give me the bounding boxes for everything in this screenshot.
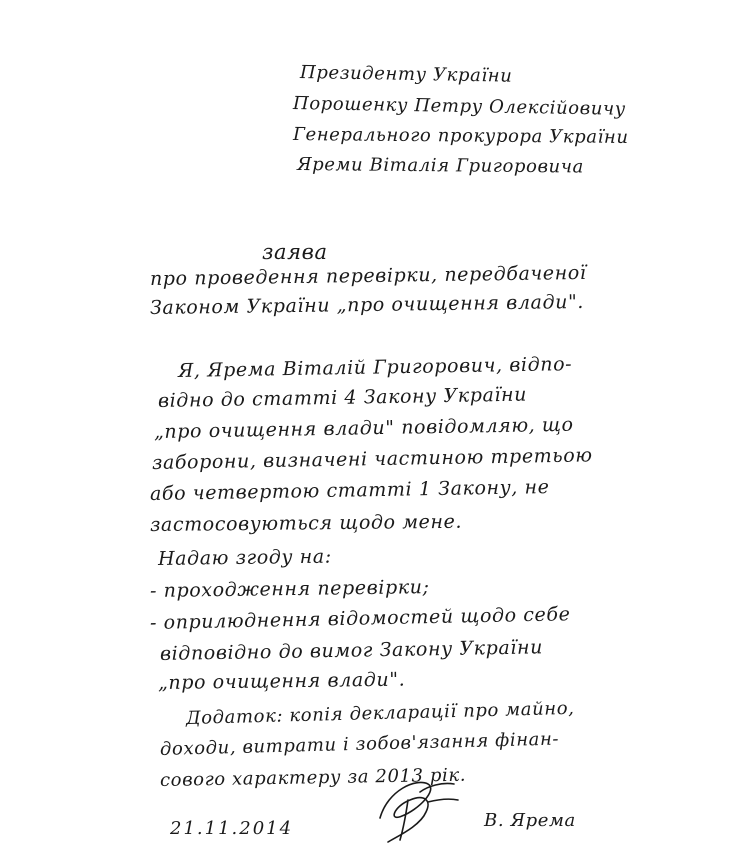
body-line: відповідно до вимог Закону України — [159, 636, 544, 665]
statement-subtitle-line: Законом України „про очищення влади". — [149, 290, 585, 319]
body-line: - оприлюднення відомостей щодо себе — [149, 603, 571, 634]
body-line: Надаю згоду на: — [157, 545, 332, 570]
body-line: або четвертою статті 1 Закону, не — [149, 476, 550, 505]
body-line: відно до статті 4 Закону України — [157, 383, 528, 412]
body-line: Додаток: копія декларації про майно, — [185, 697, 575, 729]
body-line: застосовуються щодо мене. — [149, 510, 463, 536]
addressee-line: Яреми Віталія Григоровича — [296, 154, 585, 178]
statement-subtitle-line: про проведення перевірки, передбаченої — [149, 261, 587, 290]
statement-heading: заява — [262, 240, 328, 264]
body-line: „про очищення влади" повідомляю, що — [153, 413, 574, 443]
addressee-line: Президенту України — [299, 62, 513, 87]
body-line: сового характеру за 2013 рік. — [159, 764, 467, 791]
body-line: заборони, визначені частиною третьою — [151, 444, 593, 474]
body-line: Я, Ярема Віталій Григорович, відпо- — [177, 353, 573, 382]
document-date: 21.11.2014 — [170, 818, 294, 839]
body-line: „про очищення влади". — [157, 668, 406, 694]
handwritten-signature — [358, 770, 468, 848]
body-line: доходи, витрати і зобов'язання фінан- — [159, 728, 560, 760]
addressee-line: Генерального прокурора України — [292, 124, 629, 148]
body-line: - проходження перевірки; — [149, 576, 430, 602]
signatory-name: В. Ярема — [484, 810, 576, 831]
addressee-line: Порошенку Петру Олексійовичу — [292, 93, 627, 120]
